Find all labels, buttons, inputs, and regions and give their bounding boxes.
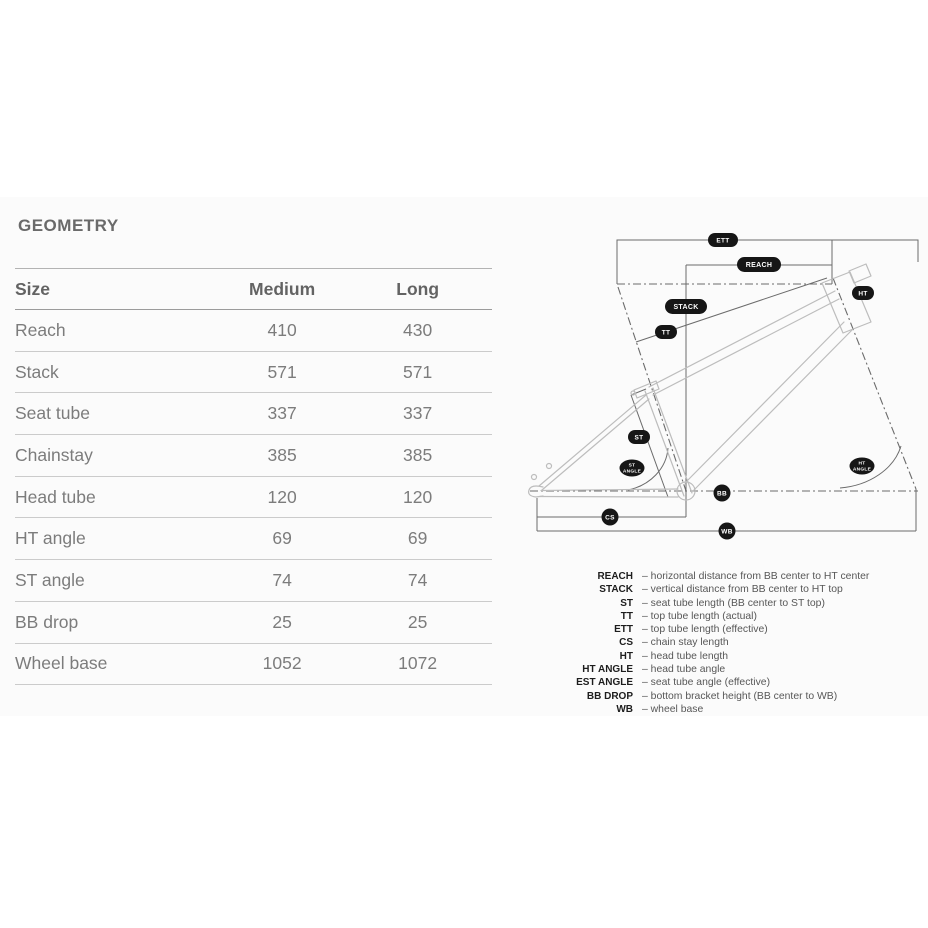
legend-term: ST	[620, 597, 633, 609]
row-value-medium: 25	[195, 601, 369, 643]
svg-text:STACK: STACK	[673, 304, 699, 311]
label-pill-wb	[719, 523, 736, 540]
row-value-long: 74	[369, 560, 492, 602]
geometry-table-head	[15, 269, 492, 310]
legend-row	[520, 610, 920, 623]
legend-term: CS	[619, 637, 633, 649]
row-value-medium: 385	[195, 435, 369, 477]
row-value-medium: 69	[195, 518, 369, 560]
legend-term: HT	[619, 650, 633, 662]
legend-row	[520, 663, 920, 676]
diagram-legend	[520, 570, 920, 716]
legend-row	[520, 570, 920, 583]
svg-text:HT: HT	[858, 290, 868, 298]
table-row	[15, 518, 492, 560]
svg-text:ST: ST	[628, 463, 636, 469]
row-value-medium: 571	[195, 351, 369, 393]
row-label: HT angle	[15, 518, 195, 560]
table-row	[15, 560, 492, 602]
row-value-long: 430	[369, 310, 492, 352]
column-header-long: Long	[369, 269, 492, 310]
label-pill-st	[628, 430, 650, 444]
legend-desc: – vertical distance from BB center to HT top	[642, 584, 843, 596]
headset-top	[849, 264, 871, 283]
legend-term: EST ANGLE	[576, 677, 633, 689]
table-row	[15, 601, 492, 643]
legend-desc: – bottom bracket height (BB center to WB)	[642, 690, 838, 702]
svg-text:TT: TT	[661, 329, 671, 337]
page-title: GEOMETRY	[18, 216, 119, 235]
svg-text:ANGLE: ANGLE	[852, 467, 872, 473]
svg-text:WB: WB	[721, 528, 733, 536]
legend-term: BB DROP	[586, 690, 633, 702]
row-value-long: 25	[369, 601, 492, 643]
svg-text:ST: ST	[634, 434, 644, 442]
svg-text:ANGLE: ANGLE	[622, 469, 642, 475]
bike-frame-diagram	[515, 228, 928, 545]
legend-row	[520, 690, 920, 703]
svg-text:BB: BB	[717, 490, 727, 498]
svg-text:CS: CS	[605, 514, 615, 522]
row-value-medium: 120	[195, 476, 369, 518]
row-value-long: 120	[369, 476, 492, 518]
legend-term: ETT	[614, 624, 633, 636]
label-pill-tt	[655, 325, 677, 339]
row-label: Seat tube	[15, 393, 195, 435]
legend-row	[520, 597, 920, 610]
legend-term: TT	[620, 610, 633, 622]
svg-text:HT: HT	[858, 461, 866, 467]
table-row	[15, 310, 492, 352]
legend-desc: – seat tube length (BB center to ST top)	[642, 597, 825, 609]
label-pill-ett	[708, 233, 738, 247]
table-row	[15, 476, 492, 518]
row-value-medium: 337	[195, 393, 369, 435]
legend-desc: – horizontal distance from BB center to HT center	[642, 571, 870, 582]
legend-row	[520, 583, 920, 596]
table-header-row	[15, 269, 492, 310]
row-label: ST angle	[15, 560, 195, 602]
table-row	[15, 393, 492, 435]
row-value-long: 69	[369, 518, 492, 560]
row-label: Chainstay	[15, 435, 195, 477]
row-value-long: 571	[369, 351, 492, 393]
table-row	[15, 435, 492, 477]
legend-term: HT ANGLE	[582, 664, 633, 676]
svg-text:ETT: ETT	[716, 237, 730, 245]
row-label: Head tube	[15, 476, 195, 518]
geometry-table-body	[15, 310, 492, 685]
column-header-medium: Medium	[195, 269, 369, 310]
label-pill-bb	[714, 485, 731, 502]
table-row	[15, 351, 492, 393]
legend-row	[520, 636, 920, 649]
row-value-long: 385	[369, 435, 492, 477]
legend-row	[520, 703, 920, 716]
row-value-medium: 74	[195, 560, 369, 602]
row-value-long: 337	[369, 393, 492, 435]
row-label: Wheel base	[15, 643, 195, 685]
head-tube	[822, 272, 871, 333]
label-pill-stack	[665, 299, 707, 314]
row-label: Reach	[15, 310, 195, 352]
row-label: BB drop	[15, 601, 195, 643]
legend-row	[520, 676, 920, 689]
legend-desc: – head tube length	[642, 650, 729, 662]
label-pill-ht-angle	[850, 458, 875, 475]
legend-desc: – chain stay length	[642, 637, 729, 649]
legend-desc: – wheel base	[642, 703, 704, 715]
legend-term: REACH	[597, 571, 633, 582]
label-pill-ht	[852, 286, 874, 300]
legend-desc: – top tube length (actual)	[642, 610, 757, 622]
legend-desc: – top tube length (effective)	[642, 624, 768, 636]
row-value-medium: 1052	[195, 643, 369, 685]
label-pill-st-angle	[620, 460, 645, 477]
row-value-long: 1072	[369, 643, 492, 685]
label-pill-cs	[602, 509, 619, 526]
table-row	[15, 643, 492, 685]
column-header-size: Size	[15, 269, 195, 310]
svg-text:REACH: REACH	[745, 262, 773, 269]
row-label: Stack	[15, 351, 195, 393]
legend-row	[520, 623, 920, 636]
legend-row	[520, 650, 920, 663]
row-value-medium: 410	[195, 310, 369, 352]
legend-desc: – seat tube angle (effective)	[642, 677, 771, 689]
legend-term: STACK	[599, 584, 633, 596]
legend-term: WB	[616, 703, 633, 715]
label-pill-reach	[737, 257, 781, 272]
legend-desc: – head tube angle	[642, 664, 726, 676]
geometry-table	[15, 268, 492, 685]
